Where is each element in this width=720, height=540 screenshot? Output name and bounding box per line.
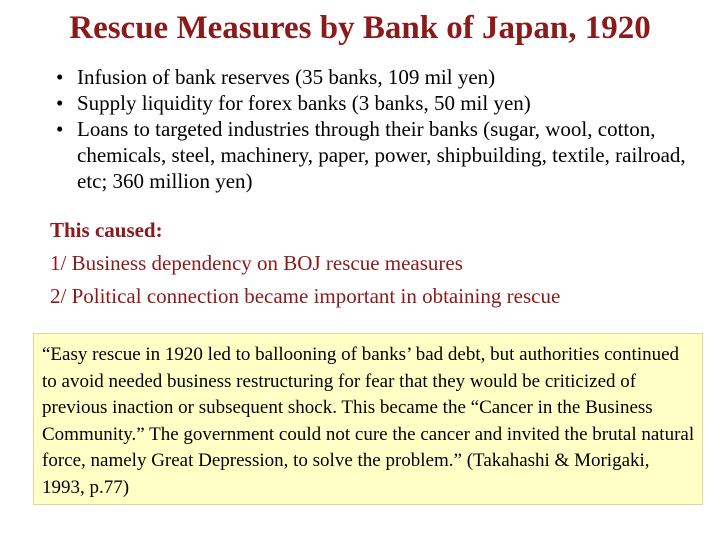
bullet-dot: •	[56, 65, 64, 89]
effect-item: 2/ Political connection became important in obtaining rescue	[50, 284, 561, 308]
effect-item: 1/ Business dependency on BOJ rescue measures	[50, 251, 463, 275]
bullet-item	[50, 64, 710, 90]
bullet-text: Loans to targeted industries through their banks (sugar, wool, cotton, chemicals, steel, machinery, paper, power, shipbuilding, textile, railroad, etc; 360 million yen)	[77, 117, 686, 193]
bullet-text: Supply liquidity for forex banks (3 banks, 50 mil yen)	[77, 91, 531, 115]
bullet-dot: •	[56, 117, 64, 141]
bullet-dot: •	[56, 91, 64, 115]
slide-title: Rescue Measures by Bank of Japan, 1920	[69, 10, 651, 46]
bullet-item	[50, 116, 710, 194]
bullet-item	[50, 90, 710, 116]
bullet-list	[50, 64, 710, 194]
caused-heading: This caused:	[50, 218, 163, 242]
bullet-text: Infusion of bank reserves (35 banks, 109 mil yen)	[77, 65, 496, 89]
quote-box: “Easy rescue in 1920 led to ballooning of banks’ bad debt, but authorities continued to avoid needed business restructuring for fear that they would be criticized of previous inaction or subsequent shock. This became the “Cancer in the Business Community.” The government could not cure the cancer and invited the brutal natural force, namely Great Depression, to solve the problem.” (Takahashi & Morigaki, 1993, p.77)	[33, 333, 703, 505]
